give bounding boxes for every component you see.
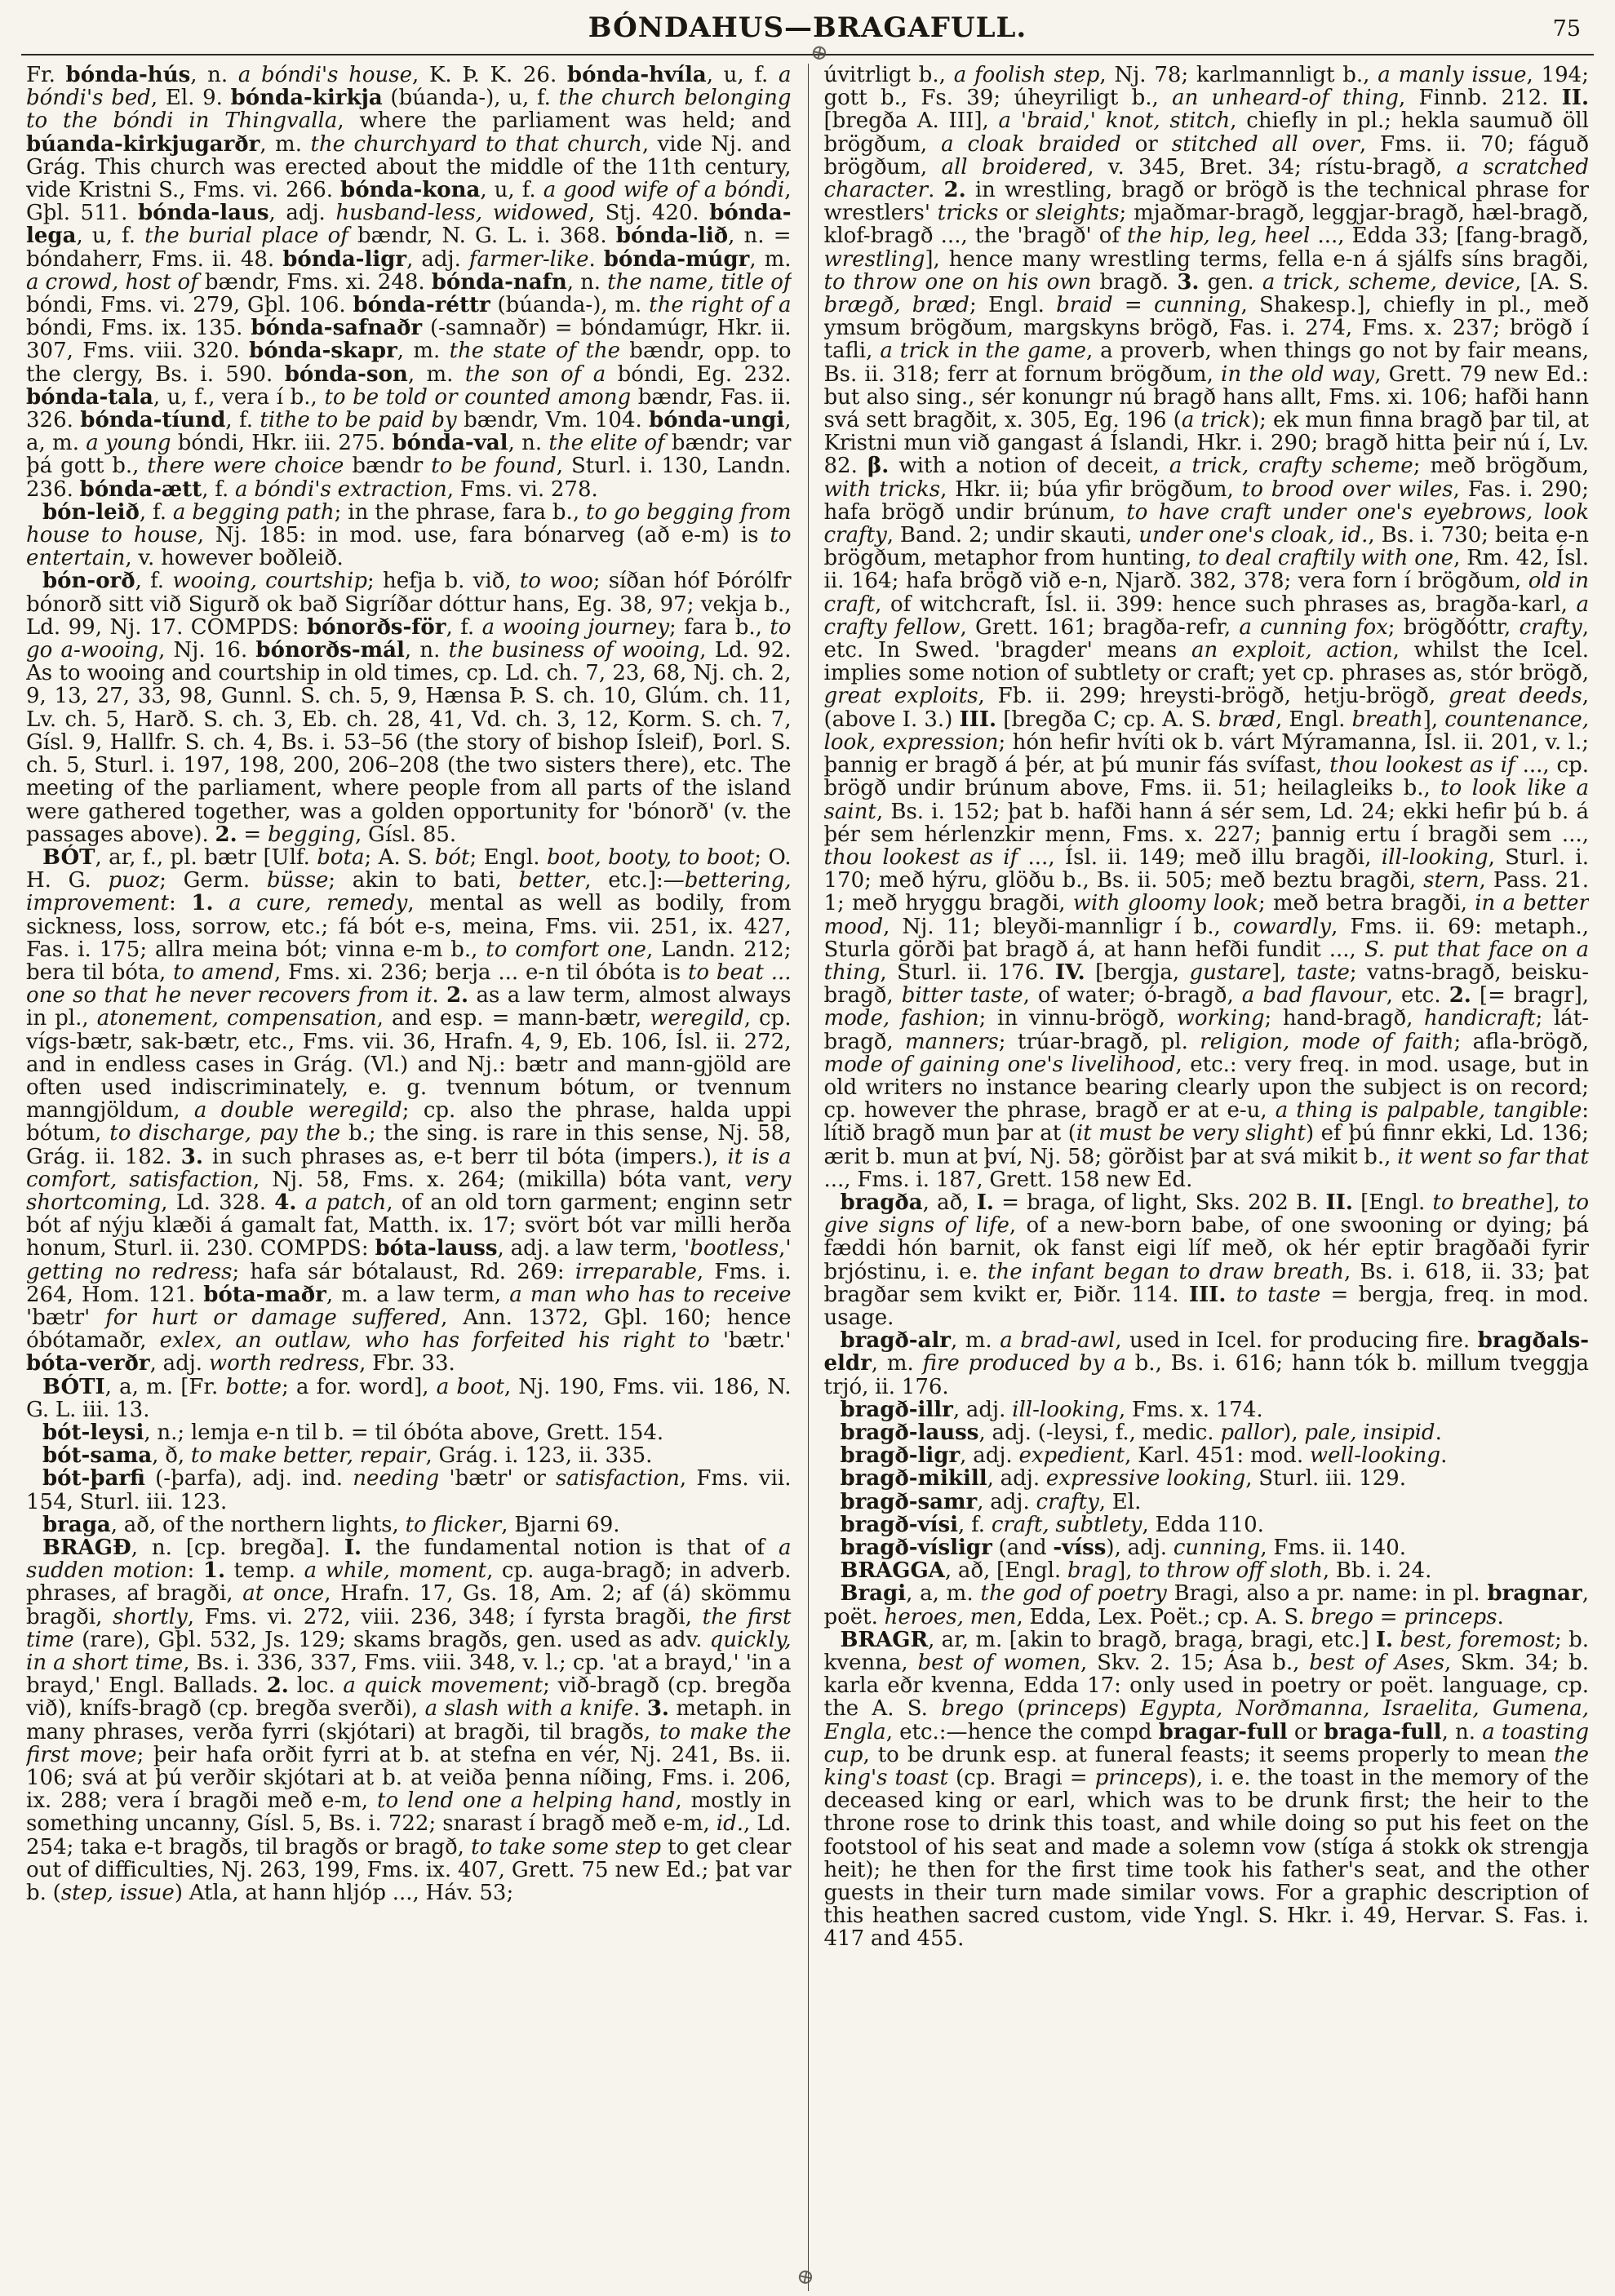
entry-paragraph: bón-leið, f. a begging path; in the phrase, fara b., to go begging from house to house, Nj. 185: in mod. use, fara bónarveg (að e-m) is to entertain, v. however boðleið. <box>26 499 792 571</box>
entry-paragraph: Fr. bónda-hús, n. a bóndi's house, K. Þ. K. 26. bónda-hvíla, u, f. a bóndi's bed, El. 9. bónda-kirkja (búanda-), u, f. the church belonging to the bóndi in Thingvalla, where the parliament was held; and búanda-kirkjugarðr, m. the churchyard to that church, vide Nj. and Grág. This church was erected about the middle of the 11th century, vide Kristni S., Fms. vi. 266. bónda-kona, u, f. a good wife of a bóndi, Gþl. 511. bónda-laus, adj. husband-less, widowed, Stj. 420. bónda-lega, u, f. the burial place of bændr, N. G. L. i. 368. bónda-lið, n. = bóndaherr, Fms. ii. 48. bónda-ligr, adj. farmer-like. bónda-múgr, m. a crowd, host of bændr, Fms. xi. 248. bónda-nafn, n. the name, title of bóndi, Fms. vi. 279, Gþl. 106. bónda-réttr (búanda-), m. the right of a bóndi, Fms. ix. 135. bónda-safnaðr (-samnaðr) = bóndamúgr, Hkr. ii. 307, Fms. viii. 320. bónda-skapr, m. the state of the bændr, opp. to the clergy, Bs. i. 590. bónda-son, m. the son of a bóndi, Eg. 232. bónda-tala, u, f., vera í b., to be told or counted among bændr, Fas. ii. 326. bónda-tíund, f. tithe to be paid by bændr, Vm. 104. bónda-ungi, a, m. a young bóndi, Hkr. iii. 275. bónda-val, n. the elite of bændr; var þá gott b., there were choice bændr to be found, Sturl. i. 130, Landn. 236. bónda-ætt, f. a bóndi's extraction, Fms. vi. 278. <box>26 64 792 502</box>
entry-paragraph: úvitrligt b., a foolish step, Nj. 78; karlmannligt b., a manly issue, 194; gott b., Fs. 39; úheyriligt b., an unheard-of thing, Finnb. 212. II. [bregða A. III], a 'braid,' knot, stitch, chiefly in pl.; hekla saumuð öll brögðum, a cloak braided or stitched all over, Fms. ii. 70; fáguð brögðum, all broidered, v. 345, Bret. 34; rístu-bragð, a scratched character. 2. in wrestling, bragð or brögð is the technical phrase for wrestlers' tricks or sleights; mjaðmar-bragð, leggjar-bragð, hæl-bragð, klof-bragð ..., the 'bragð' of the hip, leg, heel ..., Edda 33; [fang-bragð, wrestling], hence many wrestling terms, fella e-n á sjálfs síns bragði, to throw one on his own bragð. 3. gen. a trick, scheme, device, [A. S. brægð, bræd; Engl. braid = cunning, Shakesp.], chiefly in pl., með ymsum brögðum, margskyns brögð, Fas. i. 274, Fms. x. 237; brögð í tafli, a trick in the game, a proverb, when things go not by fair means, Bs. ii. 318; ferr at fornum brögðum, in the old way, Grett. 79 new Ed.: but also sing., sér konungr nú bragð hans allt, Fms. xi. 106; hafði hann svá sett bragðit, x. 305, Eg. 196 (a trick); ek mun finna bragð þar til, at Kristni mun við gangast á Íslandi, Hkr. i. 290; bragð hitta þeir nú í, Lv. 82. β. with a notion of deceit, a trick, crafty scheme; með brögðum, with tricks, Hkr. ii; búa yfir brögðum, to brood over wiles, Fas. i. 290; hafa brögð undir brúnum, to have craft under one's eyebrows, look crafty, Band. 2; undir skauti, under one's cloak, id., Bs. i. 730; beita e-n brögðum, metaphor from hunting, to deal craftily with one, Rm. 42, Ísl. ii. 164; hafa brögð við e-n, Njarð. 382, 378; vera forn í brögðum, old in craft, of witchcraft, Ísl. ii. 399: hence such phrases as, bragða-karl, a crafty fellow, Grett. 161; bragða-refr, a cunning fox; brögðóttr, crafty, etc. In Swed. 'bragder' means an exploit, action, whilst the Icel. implies some notion of subtlety or craft; yet cp. phrases as, stór brögð, great exploits, Fb. ii. 299; hreysti-brögð, hetju-brögð, great deeds, (above I. 3.) III. [bregða C; cp. A. S. bræd, Engl. breath], countenance, look, expression; hón hefir hvíti ok b. várt Mýramanna, Ísl. ii. 201, v. l.; þannig er bragð á þér, at þú munir fás svífast, thou lookest as if ..., cp. brögð undir brúnum above, Fms. ii. 51; heilagleiks b., to look like a saint, Bs. i. 152; þat b. hafði hann á sér sem, Ld. 24; ekki hefir þú b. á þér sem hérlenzkir menn, Fms. x. 227; þannig ertu í bragði sem ..., thou lookest as if ..., Ísl. ii. 149; með illu bragði, ill-looking, Sturl. i. 170; með hýru, glöðu b., Bs. ii. 505; með beztu bragði, stern, Pass. 21. 1; með hryggu bragði, with gloomy look; með betra bragði, in a better mood, Nj. 11; bleyði-mannligr í b., cowardly, Fms. ii. 69: metaph., Sturla görði þat bragð á, at hann hefði fundit ..., S. put that face on a thing, Sturl. ii. 176. IV. [bergja, gustare], taste; vatns-bragð, beisku-bragð, bitter taste, of water; ó-bragð, a bad flavour, etc. 2. [= bragr], mode, fashion; in vinnu-brögð, working; hand-bragð, handicraft; lát-bragð, manners; trúar-bragð, pl. religion, mode of faith; afla-brögð, mode of gaining one's livelihood, etc.: very freq. in mod. usage, but in old writers no instance bearing clearly upon the subject is on record; cp. however the phrase, bragð er at e-u, a thing is palpable, tangible: lítið bragð mun þar at (it must be very slight) ef þú finnr ekki, Ld. 136; ærit b. mun at því, Nj. 58; görðist þar at svá mikit b., it went so far that ..., Fms. i. 187, Grett. 158 new Ed. <box>823 64 1589 1192</box>
page-header <box>0 11 1615 54</box>
page-number: 75 <box>1552 16 1581 42</box>
page-title: BÓNDAHUS—BRAGAFULL. <box>588 11 1027 44</box>
entry-paragraph: bragð-samr, adj. crafty, El. <box>840 1489 1142 1514</box>
entry-paragraph: bót-sama, ð, to make better, repair, Grág. i. 123, ii. 335. <box>42 1443 653 1469</box>
entry-paragraph: bragð-illr, adj. ill-looking, Fms. x. 174. <box>840 1397 1263 1422</box>
column-left <box>26 64 792 2291</box>
header-rule <box>21 54 1594 55</box>
entry-paragraph: braga, að, of the northern lights, to flicker, Bjarni 69. <box>42 1512 620 1537</box>
entry-paragraph: bót-þarfi (-þarfa), adj. ind. needing 'bætr' or satisfaction, Fms. vii. 154, Sturl. iii. 123. <box>26 1466 792 1514</box>
entry-paragraph: BÓTI, a, m. [Fr. botte; a for. word], a boot, Nj. 190, Fms. vii. 186, N. G. L. iii. 13. <box>26 1374 792 1422</box>
ink-mark-bottom-icon: ⊕ <box>793 2263 817 2291</box>
entry-paragraph: bragð-ligr, adj. expedient, Karl. 451: mod. well-looking. <box>840 1443 1448 1469</box>
entry-paragraph: bragð-vísligr (and -víss), adj. cunning, Fms. ii. 140. <box>840 1536 1407 1560</box>
entry-paragraph: BRAGR, ar, m. [akin to bragð, braga, bragi, etc.] I. best, foremost; b. kvenna, best of women, Skv. 2. 15; Ása b., best of Ases, Skm. 34; b. karla eðr kvenna, Edda 17: only used in poetry or poët. language, cp. the A. S. brego (princeps) Egypta, Norðmanna, Israelita, Gumena, Engla, etc.:—hence the compd bragar-full or braga-full, n. a toasting cup, to be drunk esp. at funeral feasts; it seems properly to mean the king's toast (cp. Bragi = princeps), i. e. the toast in the memory of the deceased king or earl, which was to be drunk first; the heir to the throne rose to drink this toast, and while doing so put his feet on the footstool of his seat and made a solemn vow (stíga á stokk ok strengja heit); he then for the first time took his father's seat, and the other guests in their turn made similar vows. For a graphic description of this heathen sacred custom, vide Yngl. S. Hkr. i. 49, Hervar. S. Fas. i. 417 and 455. <box>823 1627 1589 1952</box>
column-right <box>824 64 1590 2291</box>
entry-paragraph: bragð-mikill, adj. expressive looking, Sturl. iii. 129. <box>840 1466 1406 1492</box>
ink-mark-top-icon: ⊕ <box>808 39 832 67</box>
entry-paragraph: bragð-vísi, f. craft, subtlety, Edda 110. <box>840 1512 1264 1537</box>
column-divider-rule <box>808 64 809 2291</box>
entry-paragraph: bragð-lauss, adj. (-leysi, f., medic. pallor), pale, insipid. <box>840 1420 1442 1445</box>
entry-paragraph: bragða, að, I. = braga, of light, Sks. 202 B. II. [Engl. to breathe], to give signs of life, of a new-born babe, of one swooning or dying; þá fæddi hón barnit, ok fanst eigi líf með, ok hér eptir bragðaði fyrir brjóstinu, i. e. the infant began to draw breath, Bs. i. 618, ii. 33; þat bragðar sem kvikt er, Þiðr. 114. III. to taste = bergja, freq. in mod. usage. <box>823 1190 1589 1330</box>
entry-paragraph: BRAGÐ, n. [cp. bregða]. I. the fundamental notion is that of a sudden motion: 1. temp. a while, moment, cp. auga-bragð; in adverb. phrases, af bragði, at once, Hrafn. 17, Gs. 18, Am. 2; af (á) skömmu bragði, shortly, Fms. vi. 272, viii. 236, 348; í fyrsta bragði, the first time (rare), Gþl. 532, Js. 129; skams bragðs, gen. used as adv. quickly, in a short time, Bs. i. 336, 337, Fms. viii. 348, v. l.; cp. 'at a brayd,' 'in a brayd,' Engl. Ballads. 2. loc. a quick movement; við-bragð (cp. bregða við), knífs-bragð (cp. bregða sverði), a slash with a knife. 3. metaph. in many phrases, verða fyrri (skjótari) at bragði, til bragðs, to make the first move; þeir hafa orðit fyrri at b. at stefna en vér, Nj. 241, Bs. ii. 106; svá at þú verðir skjótari at b. at veiða þenna níðing, Fms. i. 206, ix. 288; vera í bragði með e-m, to lend one a helping hand, mostly in something uncanny, Gísl. 5, Bs. i. 722; snarast í bragð með e-m, id., Ld. 254; taka e-t bragðs, til bragðs or bragð, to take some step to get clear out of difficulties, Nj. 263, 199, Fms. ix. 407, Grett. 75 new Ed.; þat var b. (step, issue) Atla, at hann hljóp ..., Háv. 53; <box>26 1536 792 1906</box>
entry-paragraph: bón-orð, f. wooing, courtship; hefja b. við, to woo; síðan hóf Þórólfr bónorð sitt við Sigurð ok bað Sigríðar dóttur hans, Eg. 38, 97; vekja b., Ld. 99, Nj. 17. COMPDS: bónorðs-för, f. a wooing journey; fara b., to go a-wooing, Nj. 16. bónorðs-mál, n. the business of wooing, Ld. 92. As to wooing and courtship in old times, cp. Ld. ch. 7, 23, 68, Nj. ch. 2, 9, 13, 27, 33, 98, Gunnl. S. ch. 5, 9, Hænsa Þ. S. ch. 10, Glúm. ch. 11, Lv. ch. 5, Harð. S. ch. 3, Eb. ch. 28, 41, Vd. ch. 3, 12, Korm. S. ch. 7, Gísl. 9, Hallfr. S. ch. 4, Bs. i. 53–56 (the story of bishop Ísleif), Þorl. S. ch. 5, Sturl. i. 197, 198, 200, 206–208 (the two sisters there), etc. The meeting of the parliament, where people from all parts of the island were gathered together, was a golden opportunity for 'bónorð' (v. the passages above). 2. = begging, Gísl. 85. <box>26 569 792 847</box>
entry-paragraph: bót-leysi, n.; lemja e-n til b. = til óbóta above, Grett. 154. <box>42 1420 664 1445</box>
entry-paragraph: bragð-alr, m. a brad-awl, used in Icel. for producing fire. bragðals-eldr, m. fire produced by a b., Bs. i. 616; hann tók b. millum tveggja trjó, ii. 176. <box>823 1328 1589 1399</box>
entry-paragraph: Bragi, a, m. the god of poetry Bragi, also a pr. name: in pl. bragnar, poët. heroes, men, Edda, Lex. Poët.; cp. A. S. brego = princeps. <box>823 1581 1589 1629</box>
entry-paragraph: BRAGGA, að, [Engl. brag], to throw off sloth, Bb. i. 24. <box>840 1558 1432 1584</box>
entry-paragraph: BÓT, ar, f., pl. bætr [Ulf. bota; A. S. bót; Engl. boot, booty, to boot; O. H. G. puoz; Germ. büsse; akin to bati, better, etc.]:—bettering, improvement: 1. a cure, remedy, mental as well as bodily, from sickness, loss, sorrow, etc.; fá bót e-s, meina, Fms. vii. 251, ix. 427, Fas. i. 175; allra meina bót; vinna e-m b., to comfort one, Landn. 212; bera til bóta, to amend, Fms. xi. 236; berja ... e-n til óbóta is to beat ... one so that he never recovers from it. 2. as a law term, almost always in pl., atonement, compensation, and esp. = mann-bætr, weregild, cp. vígs-bætr, sak-bætr, etc., Fms. vii. 36, Hrafn. 4, 9, Eb. 106, Ísl. ii. 272, and in endless cases in Grág. (Vl.) and Nj.: bætr and mann-gjöld are often used indiscriminately, e. g. tvennum bótum, or tvennum manngjöldum, a double weregild; cp. also the phrase, halda uppi bótum, to discharge, pay the b.; the sing. is rare in this sense, Nj. 58, Grág. ii. 182. 3. in such phrases as, e-t berr til bóta (impers.), it is a comfort, satisfaction, Nj. 58, Fms. x. 264; (mikilla) bóta vant, very shortcoming, Ld. 328. 4. a patch, of an old torn garment; enginn setr bót af nýju klæði á gamalt fat, Matth. ix. 17; svört bót var milli herða honum, Sturl. ii. 230. COMPDS: bóta-lauss, adj. a law term, 'bootless,' getting no redress; hafa sár bótalaust, Rd. 269: irreparable, Fms. i. 264, Hom. 121. bóta-maðr, m. a law term, a man who has to receive 'bætr' for hurt or damage suffered, Ann. 1372, Gþl. 160; hence óbótamaðr, exlex, an outlaw, who has forfeited his right to 'bætr.' bóta-verðr, adj. worth redress, Fbr. 33. <box>26 844 792 1376</box>
